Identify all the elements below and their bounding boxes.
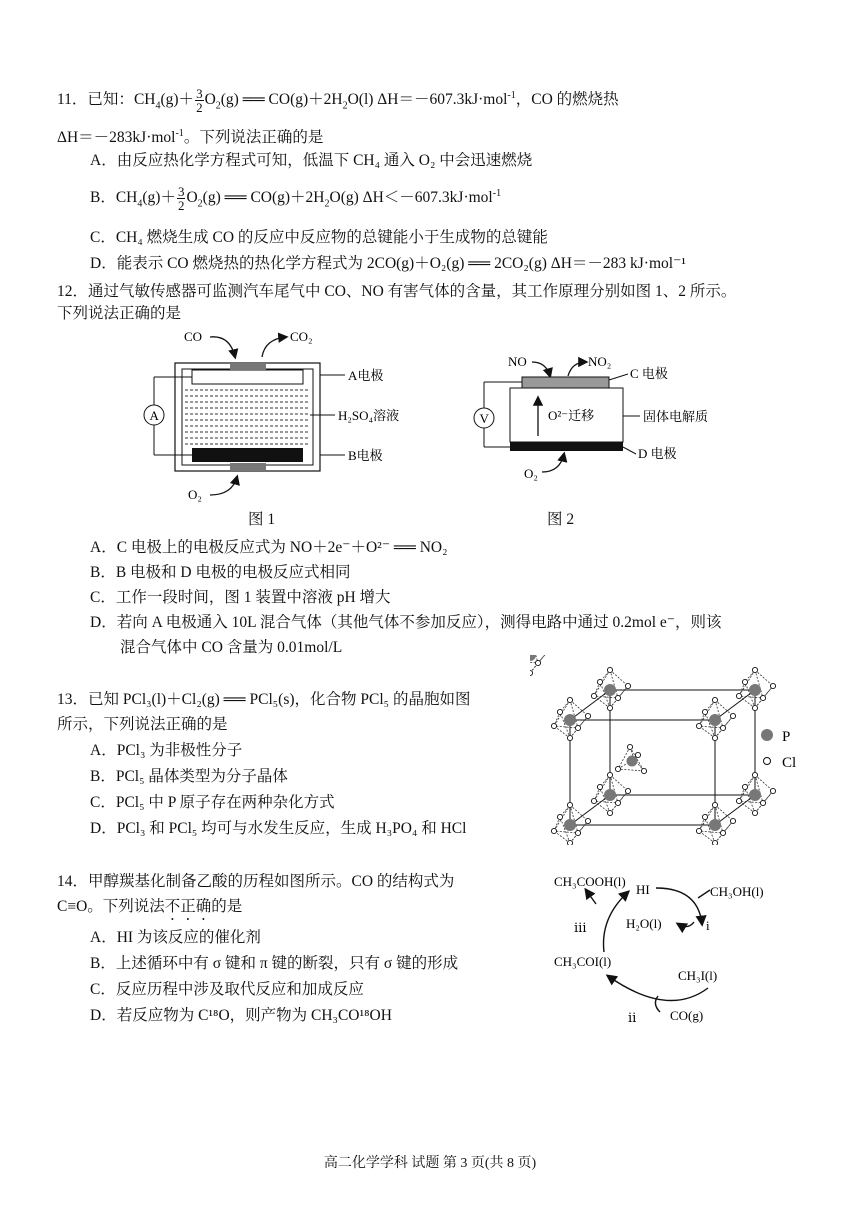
pcl6-octahedron [530, 655, 551, 676]
figure-1-caption: 图 1 [248, 511, 276, 528]
legend-cl-label: Cl [782, 755, 797, 771]
cycle-step-i: i [706, 918, 710, 933]
q13-option-d: D．PCl₃ 和 PCl₅ 均可与水发生反应，生成 H₃PO₄ 和 HCl [90, 820, 467, 837]
fig2-no-label: NO [508, 354, 527, 369]
cycle-acetyl-iodide: CH₃COI(l) [554, 954, 612, 969]
legend-p-label: P [782, 729, 791, 745]
q14-option-a: A．HI 为该反应的催化剂 [90, 929, 261, 946]
q12-option-a: A．C 电极上的电极反应式为 NO＋2e⁻＋O²⁻ ══ NO₂ [90, 539, 448, 556]
fraction-3-2: $\frac{3}{2}$ [196, 86, 203, 116]
q12-option-d-line1: D．若向 A 电极通入 10L 混合气体（其他气体不参加反应），测得电路中通过 0.2mol e⁻，则该 [90, 614, 722, 631]
page-footer: 高二化学学科 试题 第 3 页(共 8 页) [323, 1156, 537, 1171]
q14-option-b: B．上述循环中有 σ 键和 π 键的断裂，只有 σ 键的形成 [90, 955, 459, 972]
methanol-carbonylation-cycle [548, 868, 798, 1028]
fig1-co-label: CO [184, 329, 203, 344]
pcl5-unit-cell-diagram [530, 655, 830, 845]
q11-stem-line2: ΔH＝－283kJ·mol$^{-1}$。下列说法正确的是 [57, 128, 324, 147]
q11-option-a: A．由反应热化学方程式可知，低温下 CH₄ 通入 O₂ 中会迅速燃烧 [90, 152, 533, 169]
fig2-d-electrode-label: D 电极 [638, 446, 677, 461]
fig2-c-electrode-label: C 电极 [630, 366, 668, 381]
q11-option-b: B．$CH_4(g)+$ $\frac{3}{2}$ $O_2(g)$ ══ $CO(g)+2H_2O(g)$ ΔH＜－607.3kJ·mol$^{-1}$ [90, 184, 502, 214]
voltmeter-label: V [479, 411, 489, 426]
cycle-step-ii: ⅱ [628, 1010, 637, 1025]
q13-stem-line1: 13．已知 PCl₃(l)＋Cl₂(g) ══ PCl₅(s)，化合物 PCl₅ 的晶胞如图 [57, 691, 471, 708]
cycle-methyl-iodide: CH₃I(l) [678, 968, 718, 983]
fig1-co2-label: CO₂ [290, 329, 313, 344]
fig2-no2-label: NO₂ [588, 354, 612, 369]
fig2-electrolyte-label: 固体电解质 [643, 409, 709, 424]
q12-stem-line2: 下列说法正确的是 [57, 305, 182, 322]
q13-option-c: C．PCl₅ 中 P 原子存在两种杂化方式 [90, 794, 335, 811]
figure-2-no-sensor [468, 350, 748, 485]
q13-stem-line2: 所示，下列说法正确的是 [57, 716, 228, 733]
q14-stem-line2: C≡O。下列说法不正确的是 [57, 898, 243, 915]
fig1-solution-label: H₂SO₄溶液 [338, 408, 400, 423]
fig1-a-electrode-label: A电极 [348, 368, 384, 383]
fig2-migration-label: O²⁻迁移 [548, 408, 595, 423]
fig1-b-electrode-label: B电极 [348, 448, 383, 463]
pcl4-tetrahedron [615, 744, 646, 773]
q13-option-b: B．PCl₅ 晶体类型为分子晶体 [90, 768, 288, 785]
q12-option-b: B．B 电极和 D 电极的电极反应式相同 [90, 564, 351, 581]
fig2-o2-label: O₂ [524, 466, 538, 481]
fraction-3-2: $\frac{3}{2}$ [177, 184, 185, 214]
q11-stem-line1: 11．已知：$CH_4(g)+$ $\frac{3}{2}$ $O_2(g)$ ══ $CO(g)+2H_2O(l)$ ΔH＝－607.3kJ·mol$^{-1}$，CO 的燃烧热 [57, 86, 619, 116]
cycle-acetic-acid: CH₃COOH(l) [554, 874, 626, 889]
cycle-hi: HI [636, 882, 650, 897]
cycle-co: CO(g) [670, 1008, 704, 1023]
legend-p-marker [761, 729, 773, 741]
emphasized-not-correct: 不正确 [164, 898, 212, 915]
q11-option-c: C．CH₄ 燃烧生成 CO 的反应中反应物的总键能小于生成物的总键能 [90, 229, 548, 246]
q12-option-d-line2: 混合气体中 CO 含量为 0.01mol/L [120, 639, 343, 656]
q14-option-c: C．反应历程中涉及取代反应和加成反应 [90, 981, 364, 998]
fig1-o2-label: O₂ [188, 487, 202, 502]
q11-option-d: D．能表示 CO 燃烧热的热化学方程式为 2CO(g)＋O₂(g) ══ 2CO₂(g) ΔH＝－283 kJ·mol⁻¹ [90, 255, 686, 272]
q14-option-d: D．若反应物为 C¹⁸O，则产物为 CH₃CO¹⁸OH [90, 1007, 392, 1024]
legend-cl-marker [764, 758, 771, 765]
figure-1-co-sensor [140, 325, 440, 510]
q14-stem-line1: 14．甲醇羰基化制备乙酸的历程如图所示。CO 的结构式为 [57, 873, 455, 890]
cycle-methanol: CH₃OH(l) [710, 884, 764, 899]
q12-option-c: C．工作一段时间，图 1 装置中溶液 pH 增大 [90, 589, 391, 606]
ammeter-label: A [149, 408, 159, 423]
q13-option-a: A．PCl₃ 为非极性分子 [90, 742, 243, 759]
cycle-step-iii: ⅲ [574, 920, 587, 935]
cycle-water: H₂O(l) [626, 916, 662, 931]
q12-stem-line1: 12．通过气敏传感器可监测汽车尾气中 CO、NO 有害气体的含量，其工作原理分别如图 1、2 所示。 [57, 283, 737, 300]
figure-2-caption: 图 2 [547, 511, 575, 528]
